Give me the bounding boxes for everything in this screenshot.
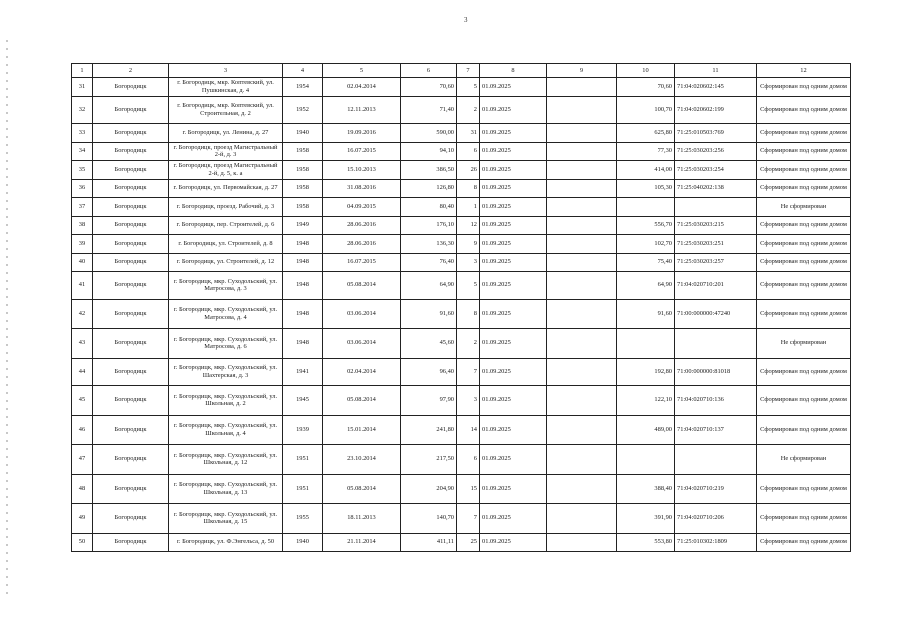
address-cell: г. Богородицк, ул. Строителей, д. 8	[169, 235, 283, 254]
empty-cell	[547, 142, 617, 161]
deadline-cell: 01.09.2025	[480, 235, 547, 254]
cadastral-number-cell: 71:04:020602:199	[675, 96, 757, 124]
row-number-cell: 42	[72, 299, 93, 329]
area-cell: 45,60	[401, 329, 457, 359]
table-body	[72, 78, 851, 552]
deadline-cell: 01.09.2025	[480, 78, 547, 97]
deadline-cell: 01.09.2025	[480, 96, 547, 124]
empty-cell	[547, 415, 617, 445]
deadline-cell: 01.09.2025	[480, 253, 547, 272]
empty-cell	[547, 161, 617, 180]
deadline-cell: 01.09.2025	[480, 504, 547, 534]
binding-marks	[6, 40, 8, 600]
locality-cell: Богородицк	[93, 78, 169, 97]
locality-cell: Богородицк	[93, 533, 169, 552]
status-cell: Сформирован под одним домом	[757, 533, 851, 552]
date-cell: 16.07.2015	[323, 142, 401, 161]
empty-cell	[547, 78, 617, 97]
row-number-cell: 32	[72, 96, 93, 124]
build-year-cell: 1948	[283, 253, 323, 272]
build-year-cell: 1948	[283, 299, 323, 329]
build-year-cell: 1948	[283, 272, 323, 300]
address-cell: г. Богородицк, проезд Магистральный 2-й, д. 5, к. а	[169, 161, 283, 180]
count-cell: 25	[457, 533, 480, 552]
table-row	[72, 161, 851, 180]
count-cell: 2	[457, 96, 480, 124]
row-number-cell: 49	[72, 504, 93, 534]
area-cell: 70,60	[401, 78, 457, 97]
table-row	[72, 415, 851, 445]
count-cell: 15	[457, 474, 480, 504]
column-header: 5	[323, 64, 401, 78]
land-area-cell: 102,70	[617, 235, 675, 254]
cadastral-number-cell: 71:25:030203:251	[675, 235, 757, 254]
cadastral-number-cell: 71:25:010302:1809	[675, 533, 757, 552]
empty-cell	[547, 358, 617, 386]
status-cell: Сформирован под одним домом	[757, 299, 851, 329]
count-cell: 6	[457, 142, 480, 161]
empty-cell	[547, 253, 617, 272]
area-cell: 91,60	[401, 299, 457, 329]
table-row	[72, 78, 851, 97]
row-number-cell: 36	[72, 179, 93, 198]
build-year-cell: 1951	[283, 445, 323, 475]
status-cell: Сформирован под одним домом	[757, 216, 851, 235]
count-cell: 3	[457, 386, 480, 416]
table-row	[72, 253, 851, 272]
cadastral-number-cell: 71:04:020710:206	[675, 504, 757, 534]
deadline-cell: 01.09.2025	[480, 299, 547, 329]
area-cell: 64,90	[401, 272, 457, 300]
locality-cell: Богородицк	[93, 179, 169, 198]
count-cell: 31	[457, 124, 480, 143]
build-year-cell: 1941	[283, 358, 323, 386]
area-cell: 126,80	[401, 179, 457, 198]
date-cell: 16.07.2015	[323, 253, 401, 272]
status-cell: Сформирован под одним домом	[757, 161, 851, 180]
date-cell: 15.01.2014	[323, 415, 401, 445]
cadastral-number-cell: 71:04:020602:145	[675, 78, 757, 97]
deadline-cell: 01.09.2025	[480, 329, 547, 359]
locality-cell: Богородицк	[93, 142, 169, 161]
row-number-cell: 34	[72, 142, 93, 161]
area-cell: 97,90	[401, 386, 457, 416]
locality-cell: Богородицк	[93, 124, 169, 143]
address-cell: г. Богородицк, мкр. Суходольский, ул. Школьная, д. 2	[169, 386, 283, 416]
date-cell: 31.08.2016	[323, 179, 401, 198]
land-area-cell: 105,30	[617, 179, 675, 198]
empty-cell	[547, 198, 617, 217]
table-row	[72, 216, 851, 235]
empty-cell	[547, 96, 617, 124]
row-number-cell: 43	[72, 329, 93, 359]
table-row	[72, 124, 851, 143]
deadline-cell: 01.09.2025	[480, 445, 547, 475]
table-row	[72, 474, 851, 504]
land-area-cell: 625,80	[617, 124, 675, 143]
locality-cell: Богородицк	[93, 358, 169, 386]
address-cell: г. Богородицк, мкр. Суходольский, ул. Матросова, д. 6	[169, 329, 283, 359]
count-cell: 1	[457, 198, 480, 217]
cadastral-number-cell: 71:00:000000:47240	[675, 299, 757, 329]
land-area-cell: 64,90	[617, 272, 675, 300]
empty-cell	[547, 216, 617, 235]
land-area-cell	[617, 198, 675, 217]
date-cell: 03.06.2014	[323, 299, 401, 329]
row-number-cell: 40	[72, 253, 93, 272]
area-cell: 96,40	[401, 358, 457, 386]
area-cell: 204,90	[401, 474, 457, 504]
locality-cell: Богородицк	[93, 386, 169, 416]
build-year-cell: 1954	[283, 78, 323, 97]
column-header: 7	[457, 64, 480, 78]
table-row	[72, 272, 851, 300]
build-year-cell: 1940	[283, 533, 323, 552]
area-cell: 386,50	[401, 161, 457, 180]
area-cell: 411,11	[401, 533, 457, 552]
count-cell: 14	[457, 415, 480, 445]
deadline-cell: 01.09.2025	[480, 198, 547, 217]
deadline-cell: 01.09.2025	[480, 386, 547, 416]
column-header: 11	[675, 64, 757, 78]
table-row	[72, 96, 851, 124]
area-cell: 80,40	[401, 198, 457, 217]
empty-cell	[547, 474, 617, 504]
deadline-cell: 01.09.2025	[480, 474, 547, 504]
table-row	[72, 445, 851, 475]
address-cell: г. Богородицк, мкр. Коптевский, ул. Пушкинская, д. 4	[169, 78, 283, 97]
date-cell: 19.09.2016	[323, 124, 401, 143]
build-year-cell: 1948	[283, 235, 323, 254]
table-row	[72, 386, 851, 416]
cadastral-number-cell: 71:04:020710:136	[675, 386, 757, 416]
area-cell: 140,70	[401, 504, 457, 534]
address-cell: г. Богородицк, мкр. Суходольский, ул. Матросова, д. 4	[169, 299, 283, 329]
count-cell: 9	[457, 235, 480, 254]
row-number-cell: 31	[72, 78, 93, 97]
row-number-cell: 37	[72, 198, 93, 217]
column-header: 9	[547, 64, 617, 78]
build-year-cell: 1952	[283, 96, 323, 124]
address-cell: г. Богородицк, ул. Ф.Энгельса, д. 50	[169, 533, 283, 552]
empty-cell	[547, 386, 617, 416]
empty-cell	[547, 235, 617, 254]
build-year-cell: 1958	[283, 198, 323, 217]
cadastral-number-cell: 71:25:010503:769	[675, 124, 757, 143]
deadline-cell: 01.09.2025	[480, 533, 547, 552]
area-cell: 76,40	[401, 253, 457, 272]
date-cell: 05.08.2014	[323, 386, 401, 416]
date-cell: 02.04.2014	[323, 358, 401, 386]
build-year-cell: 1955	[283, 504, 323, 534]
cadastral-number-cell: 71:04:020710:137	[675, 415, 757, 445]
build-year-cell: 1958	[283, 179, 323, 198]
column-header: 8	[480, 64, 547, 78]
land-area-cell: 91,60	[617, 299, 675, 329]
row-number-cell: 44	[72, 358, 93, 386]
cadastral-number-cell: 71:25:030203:215	[675, 216, 757, 235]
row-number-cell: 39	[72, 235, 93, 254]
locality-cell: Богородицк	[93, 216, 169, 235]
land-area-cell: 556,70	[617, 216, 675, 235]
empty-cell	[547, 179, 617, 198]
empty-cell	[547, 299, 617, 329]
date-cell: 28.06.2016	[323, 235, 401, 254]
deadline-cell: 01.09.2025	[480, 161, 547, 180]
land-area-cell: 75,40	[617, 253, 675, 272]
row-number-cell: 41	[72, 272, 93, 300]
address-cell: г. Богородицк, ул. Строителей, д. 12	[169, 253, 283, 272]
date-cell: 28.06.2016	[323, 216, 401, 235]
date-cell: 03.06.2014	[323, 329, 401, 359]
build-year-cell: 1945	[283, 386, 323, 416]
build-year-cell: 1948	[283, 329, 323, 359]
cadastral-number-cell: 71:25:030203:256	[675, 142, 757, 161]
date-cell: 21.11.2014	[323, 533, 401, 552]
locality-cell: Богородицк	[93, 198, 169, 217]
cadastral-number-cell: 71:00:000000:81018	[675, 358, 757, 386]
build-year-cell: 1958	[283, 142, 323, 161]
locality-cell: Богородицк	[93, 299, 169, 329]
row-number-cell: 48	[72, 474, 93, 504]
area-cell: 176,10	[401, 216, 457, 235]
land-area-cell: 553,80	[617, 533, 675, 552]
column-header: 1	[72, 64, 93, 78]
date-cell: 02.04.2014	[323, 78, 401, 97]
count-cell: 26	[457, 161, 480, 180]
build-year-cell: 1940	[283, 124, 323, 143]
count-cell: 8	[457, 179, 480, 198]
count-cell: 5	[457, 78, 480, 97]
area-cell: 94,10	[401, 142, 457, 161]
locality-cell: Богородицк	[93, 474, 169, 504]
column-header: 10	[617, 64, 675, 78]
locality-cell: Богородицк	[93, 329, 169, 359]
count-cell: 8	[457, 299, 480, 329]
table-row	[72, 329, 851, 359]
locality-cell: Богородицк	[93, 504, 169, 534]
address-cell: г. Богородицк, ул. Ленина, д. 27	[169, 124, 283, 143]
empty-cell	[547, 329, 617, 359]
status-cell: Сформирован под одним домом	[757, 415, 851, 445]
land-area-cell: 388,40	[617, 474, 675, 504]
deadline-cell: 01.09.2025	[480, 216, 547, 235]
status-cell: Сформирован под одним домом	[757, 96, 851, 124]
count-cell: 7	[457, 504, 480, 534]
empty-cell	[547, 272, 617, 300]
deadline-cell: 01.09.2025	[480, 124, 547, 143]
status-cell: Сформирован под одним домом	[757, 253, 851, 272]
row-number-cell: 46	[72, 415, 93, 445]
date-cell: 18.11.2013	[323, 504, 401, 534]
table-row	[72, 358, 851, 386]
empty-cell	[547, 124, 617, 143]
status-cell: Не сформирован	[757, 445, 851, 475]
build-year-cell: 1951	[283, 474, 323, 504]
address-cell: г. Богородицк, мкр. Суходольский, ул. Школьная, д. 15	[169, 504, 283, 534]
land-area-cell: 489,00	[617, 415, 675, 445]
table-row	[72, 504, 851, 534]
cadastral-number-cell: 71:04:020710:201	[675, 272, 757, 300]
locality-cell: Богородицк	[93, 272, 169, 300]
date-cell: 04.09.2015	[323, 198, 401, 217]
land-area-cell: 391,90	[617, 504, 675, 534]
address-cell: г. Богородицк, проезд Магистральный 2-й, д. 3	[169, 142, 283, 161]
deadline-cell: 01.09.2025	[480, 415, 547, 445]
column-header: 2	[93, 64, 169, 78]
date-cell: 15.10.2013	[323, 161, 401, 180]
area-cell: 71,40	[401, 96, 457, 124]
column-number-row	[72, 64, 851, 78]
table-row	[72, 179, 851, 198]
area-cell: 241,80	[401, 415, 457, 445]
empty-cell	[547, 504, 617, 534]
count-cell: 2	[457, 329, 480, 359]
locality-cell: Богородицк	[93, 96, 169, 124]
column-header: 3	[169, 64, 283, 78]
count-cell: 12	[457, 216, 480, 235]
locality-cell: Богородицк	[93, 161, 169, 180]
table-row	[72, 299, 851, 329]
land-area-cell: 100,70	[617, 96, 675, 124]
area-cell: 136,30	[401, 235, 457, 254]
status-cell: Сформирован под одним домом	[757, 272, 851, 300]
count-cell: 3	[457, 253, 480, 272]
cadastral-number-cell	[675, 329, 757, 359]
status-cell: Сформирован под одним домом	[757, 235, 851, 254]
land-area-cell: 77,30	[617, 142, 675, 161]
address-cell: г. Богородицк, мкр. Суходольский, ул. Матросова, д. 3	[169, 272, 283, 300]
table-row	[72, 533, 851, 552]
address-cell: г. Богородицк, ул. Первомайская, д. 27	[169, 179, 283, 198]
status-cell: Не сформирован	[757, 198, 851, 217]
empty-cell	[547, 533, 617, 552]
date-cell: 23.10.2014	[323, 445, 401, 475]
status-cell: Сформирован под одним домом	[757, 124, 851, 143]
status-cell: Сформирован под одним домом	[757, 386, 851, 416]
land-area-cell: 192,80	[617, 358, 675, 386]
land-area-cell: 122,10	[617, 386, 675, 416]
column-header: 6	[401, 64, 457, 78]
locality-cell: Богородицк	[93, 253, 169, 272]
address-cell: г. Богородицк, мкр. Суходольский, ул. Школьная, д. 13	[169, 474, 283, 504]
table-row	[72, 235, 851, 254]
deadline-cell: 01.09.2025	[480, 179, 547, 198]
column-header: 4	[283, 64, 323, 78]
date-cell: 12.11.2013	[323, 96, 401, 124]
land-area-cell	[617, 445, 675, 475]
status-cell: Сформирован под одним домом	[757, 504, 851, 534]
deadline-cell: 01.09.2025	[480, 272, 547, 300]
date-cell: 05.08.2014	[323, 272, 401, 300]
land-area-cell: 70,60	[617, 78, 675, 97]
row-number-cell: 50	[72, 533, 93, 552]
count-cell: 5	[457, 272, 480, 300]
land-area-cell	[617, 329, 675, 359]
status-cell: Сформирован под одним домом	[757, 474, 851, 504]
land-area-cell: 414,00	[617, 161, 675, 180]
area-cell: 217,50	[401, 445, 457, 475]
row-number-cell: 38	[72, 216, 93, 235]
row-number-cell: 45	[72, 386, 93, 416]
count-cell: 6	[457, 445, 480, 475]
cadastral-number-cell: 71:25:030203:254	[675, 161, 757, 180]
status-cell: Сформирован под одним домом	[757, 358, 851, 386]
row-number-cell: 47	[72, 445, 93, 475]
deadline-cell: 01.09.2025	[480, 142, 547, 161]
cadastral-number-cell: 71:04:020710:219	[675, 474, 757, 504]
page-number: 3	[464, 16, 468, 24]
build-year-cell: 1949	[283, 216, 323, 235]
status-cell: Сформирован под одним домом	[757, 179, 851, 198]
cadastral-number-cell: 71:25:040202:138	[675, 179, 757, 198]
area-cell: 590,00	[401, 124, 457, 143]
cadastral-number-cell: 71:25:030203:257	[675, 253, 757, 272]
row-number-cell: 35	[72, 161, 93, 180]
status-cell: Сформирован под одним домом	[757, 78, 851, 97]
deadline-cell: 01.09.2025	[480, 358, 547, 386]
housing-registry-table	[71, 63, 851, 552]
address-cell: г. Богородицк, мкр. Коптевский, ул. Строительная, д. 2	[169, 96, 283, 124]
build-year-cell: 1958	[283, 161, 323, 180]
build-year-cell: 1939	[283, 415, 323, 445]
locality-cell: Богородицк	[93, 415, 169, 445]
address-cell: г. Богородицк, мкр. Суходольский, ул. Школьная, д. 4	[169, 415, 283, 445]
cadastral-number-cell	[675, 445, 757, 475]
status-cell: Не сформирован	[757, 329, 851, 359]
count-cell: 7	[457, 358, 480, 386]
cadastral-number-cell	[675, 198, 757, 217]
date-cell: 05.08.2014	[323, 474, 401, 504]
row-number-cell: 33	[72, 124, 93, 143]
address-cell: г. Богородицк, проезд. Рабочий, д. 3	[169, 198, 283, 217]
locality-cell: Богородицк	[93, 235, 169, 254]
table-row	[72, 198, 851, 217]
address-cell: г. Богородицк, пер. Строителей, д. 6	[169, 216, 283, 235]
locality-cell: Богородицк	[93, 445, 169, 475]
empty-cell	[547, 445, 617, 475]
table-row	[72, 142, 851, 161]
address-cell: г. Богородицк, мкр. Суходольский, ул. Школьная, д. 12	[169, 445, 283, 475]
status-cell: Сформирован под одним домом	[757, 142, 851, 161]
column-header: 12	[757, 64, 851, 78]
address-cell: г. Богородицк, мкр. Суходольский, ул. Шахтерская, д. 3	[169, 358, 283, 386]
